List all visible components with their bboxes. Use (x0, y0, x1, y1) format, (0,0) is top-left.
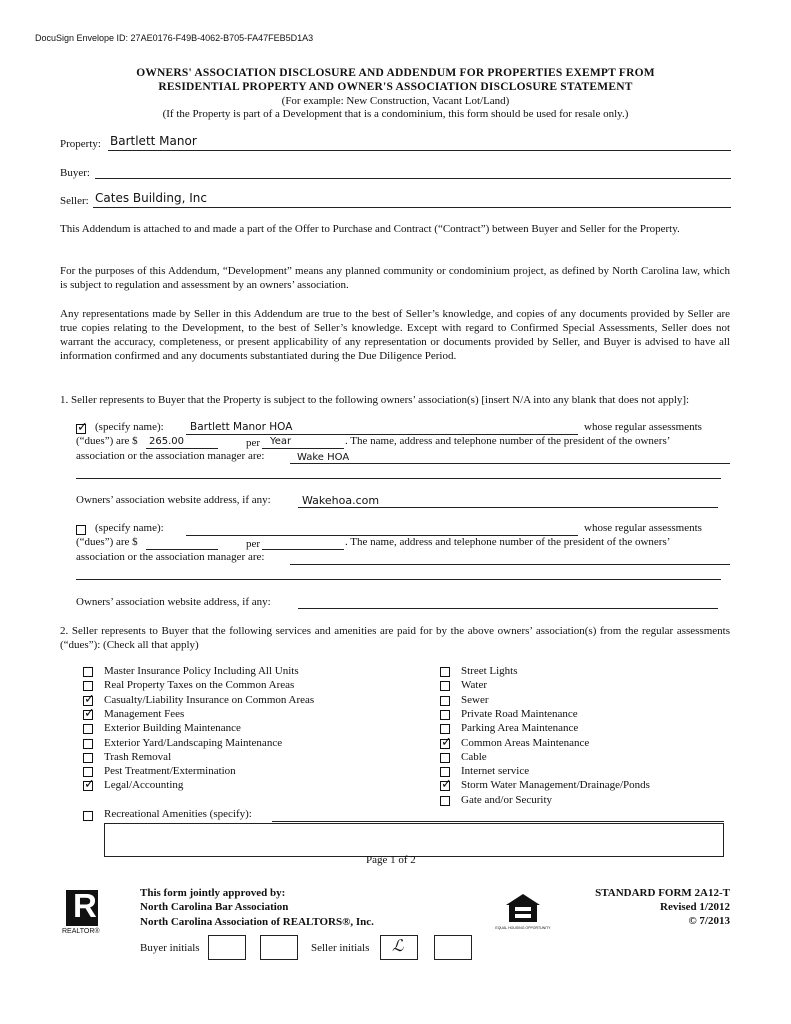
section-1-text: 1. Seller represents to Buyer that the Property is subject to the following owners’ association(s) [insert N/A into any blank that does not apply]: (60, 394, 690, 406)
form-subtitle: (For example: New Construction, Vacant Lot/Land) (281, 95, 510, 107)
service-right-label: Internet service (461, 765, 530, 778)
realtor-logo-text: REALTOR® (62, 928, 100, 935)
service-left-checkbox[interactable] (83, 724, 93, 734)
property-line (108, 150, 731, 151)
buyer-initials-box-2[interactable] (260, 935, 298, 960)
service-right-label: Parking Area Maintenance (461, 722, 579, 735)
seller-initials-box-2[interactable] (434, 935, 472, 960)
buyer-line (95, 178, 731, 179)
seller-initials-box-1[interactable] (380, 935, 418, 960)
assoc1-checkbox[interactable] (76, 424, 86, 434)
assoc1-manager-line2 (76, 478, 721, 479)
service-left-label: Exterior Building Maintenance (104, 722, 241, 735)
assoc1-period-line (262, 448, 344, 449)
seller-value[interactable]: Cates Building, Inc (95, 191, 207, 205)
service-right-label: Gate and/or Security (461, 793, 553, 806)
service-right-checkbox[interactable] (440, 796, 450, 806)
seller-initials-label: Seller initials (311, 942, 370, 954)
form-note: (If the Property is part of a Development that is a condominium, this form should be used for resale only.) (162, 108, 629, 120)
recreational-line (272, 821, 724, 822)
page-number: Page 1 of 2 (366, 854, 416, 866)
assoc2-president-text: . The name, address and telephone number of the president of the owners’ (345, 536, 671, 548)
assoc1-dues-label: (“dues”) are $ (76, 435, 138, 447)
copyright-date: © 7/2013 (688, 915, 730, 927)
assoc1-website[interactable]: Wakehoa.com (302, 494, 380, 507)
assoc1-per-label: per (246, 437, 261, 449)
equal-housing-icon (505, 893, 541, 923)
buyer-initials-box-1[interactable] (208, 935, 246, 960)
service-left-label: Casualty/Liability Insurance on Common Areas (104, 693, 315, 706)
service-right-label: Private Road Maintenance (461, 707, 578, 720)
assoc2-amount-line (146, 549, 218, 550)
service-right-checkbox[interactable] (440, 753, 450, 763)
assoc2-dues-label: (“dues”) are $ (76, 536, 138, 548)
service-right-label: Storm Water Management/Drainage/Ponds (461, 779, 650, 792)
realtor-r-icon: R (73, 887, 97, 924)
section-2-text: 2. Seller represents to Buyer that the following services and amenities are paid for by the above owners’ association(s) from the regular assessments (“dues”): (Check all that apply) (60, 625, 730, 651)
service-left-checkbox[interactable] (83, 667, 93, 677)
assoc1-amount[interactable]: 265.00 (149, 436, 184, 447)
paragraph-representations: Any representations made by Seller in this Addendum are true to the best of Seller’s knowledge, and copies of any documents provided by Seller are true copies relating to the Development, to the best of Seller’s knowledge. Except with regard to Confirmed Special Assessments, Seller does not warrant the accuracy, completeness, or present applicability of any representation or documents provided by Seller, and Buyer is advised to have all information confirmed and any documents substantiated during the Due Diligence Period. (60, 308, 730, 362)
seller-line (93, 207, 731, 208)
service-right-checkbox[interactable] (440, 710, 450, 720)
form-title-line1: OWNERS' ASSOCIATION DISCLOSURE AND ADDENDUM FOR PROPERTIES EXEMPT FROM (136, 67, 655, 79)
assoc2-whose: whose regular assessments (584, 522, 702, 534)
form-number: STANDARD FORM 2A12-T (595, 887, 730, 899)
assoc1-specify-label: (specify name): (95, 421, 164, 433)
service-right-checkbox[interactable] (440, 724, 450, 734)
service-right-checkbox[interactable] (440, 739, 450, 749)
recreational-textbox[interactable] (104, 823, 724, 857)
service-right-checkbox[interactable] (440, 696, 450, 706)
service-left-label: Management Fees (104, 707, 185, 720)
service-left-label: Master Insurance Policy Including All Units (104, 665, 299, 677)
property-value[interactable]: Bartlett Manor (110, 134, 197, 148)
paragraph-addendum: This Addendum is attached to and made a part of the Offer to Purchase and Contract (“Contract”) between Buyer and Seller for the Property. (60, 223, 680, 235)
service-left-checkbox[interactable] (83, 781, 93, 791)
assoc1-website-label: Owners’ association website address, if any: (76, 494, 271, 506)
assoc2-manager-label: association or the association manager are: (76, 551, 265, 563)
docusign-envelope-id: DocuSign Envelope ID: 27AE0176-F49B-4062-B705-FA47FEB5D1A3 (35, 33, 314, 43)
assoc2-manager-line (290, 564, 730, 565)
property-label: Property: (60, 138, 101, 150)
approved-by: This form jointly approved by: (140, 887, 286, 899)
service-left-checkbox[interactable] (83, 753, 93, 763)
seller-initials-signature-icon: ℒ (392, 938, 404, 955)
service-left-checkbox[interactable] (83, 710, 93, 720)
service-left-label: Real Property Taxes on the Common Areas (104, 679, 295, 692)
service-right-checkbox[interactable] (440, 781, 450, 791)
assoc1-period[interactable]: Year (270, 436, 292, 447)
assoc1-whose: whose regular assessments (584, 421, 702, 433)
service-left-checkbox[interactable] (83, 681, 93, 691)
bar-association: North Carolina Bar Association (140, 901, 289, 913)
service-left-checkbox[interactable] (83, 767, 93, 777)
assoc1-name[interactable]: Bartlett Manor HOA (190, 421, 293, 433)
assoc2-per-label: per (246, 538, 261, 550)
service-left-checkbox[interactable] (83, 696, 93, 706)
assoc1-website-line (298, 507, 718, 508)
service-left-label: Legal/Accounting (104, 779, 184, 792)
assoc1-manager[interactable]: Wake HOA (297, 452, 350, 463)
assoc1-amount-line (146, 448, 218, 449)
service-left-checkbox[interactable] (83, 739, 93, 749)
service-right-checkbox[interactable] (440, 767, 450, 777)
service-right-label: Common Areas Maintenance (461, 736, 590, 749)
service-right-label: Cable (461, 750, 487, 763)
assoc2-manager-line2 (76, 579, 721, 580)
buyer-label: Buyer: (60, 167, 90, 179)
service-left-label: Pest Treatment/Extermination (104, 765, 236, 778)
realtors-association: North Carolina Association of REALTORS®, Inc. (140, 916, 374, 928)
service-left-label: Trash Removal (104, 750, 172, 763)
assoc2-website-label: Owners’ association website address, if any: (76, 596, 271, 608)
service-right-label: Sewer (461, 693, 489, 706)
form-title-line2: RESIDENTIAL PROPERTY AND OWNER'S ASSOCIATION DISCLOSURE STATEMENT (158, 81, 633, 93)
equal-housing-text: EQUAL HOUSING OPPORTUNITY (495, 926, 551, 930)
assoc1-manager-line (290, 463, 730, 464)
revised-date: Revised 1/2012 (660, 901, 730, 913)
service-left-label: Exterior Yard/Landscaping Maintenance (104, 736, 283, 749)
assoc2-period-line (262, 549, 344, 550)
assoc1-president-text: . The name, address and telephone number of the president of the owners’ (345, 435, 671, 447)
recreational-checkbox[interactable] (83, 811, 93, 821)
assoc2-checkbox[interactable] (76, 525, 86, 535)
buyer-initials-label: Buyer initials (140, 942, 200, 954)
seller-label: Seller: (60, 195, 89, 207)
service-right-label: Street Lights (461, 665, 518, 677)
service-right-checkbox[interactable] (440, 667, 450, 677)
realtor-logo (66, 887, 98, 926)
assoc2-specify-label: (specify name): (95, 522, 164, 534)
service-right-label: Water (461, 679, 487, 692)
assoc2-website-line (298, 608, 718, 609)
assoc1-manager-label: association or the association manager are: (76, 450, 265, 462)
recreational-label: Recreational Amenities (specify): (104, 808, 252, 820)
service-right-checkbox[interactable] (440, 681, 450, 691)
paragraph-development: For the purposes of this Addendum, “Development” means any planned community or condominium project, as defined by North Carolina law, which is subject to regulation and assessment by an owners’ association. (60, 265, 730, 291)
